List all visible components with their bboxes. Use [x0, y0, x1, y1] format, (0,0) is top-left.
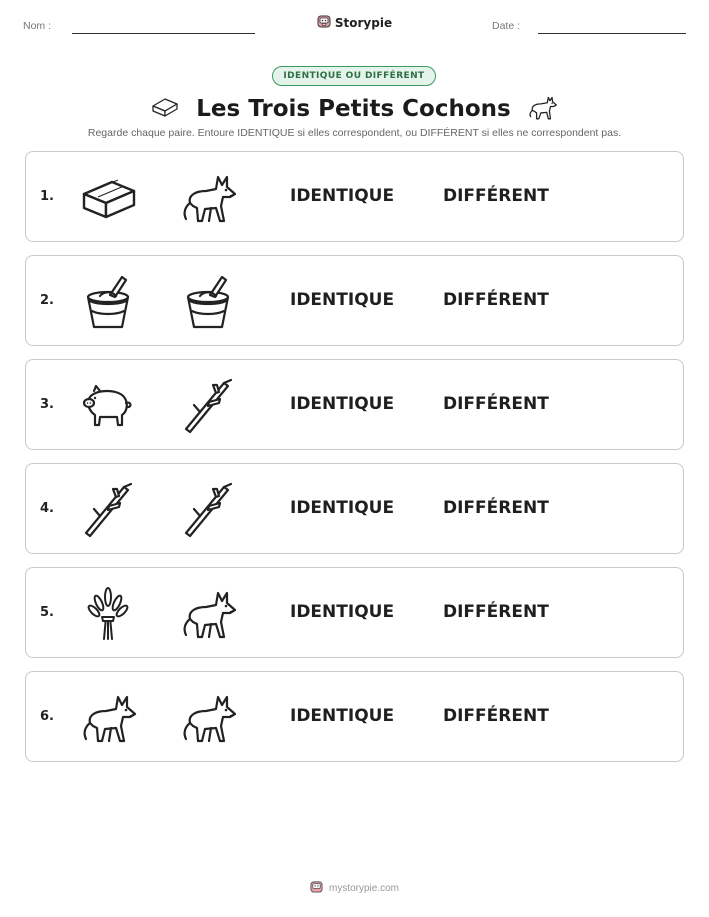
pair-row	[25, 359, 684, 450]
title-row	[0, 90, 709, 127]
row-number: 5.	[40, 605, 54, 620]
row-number: 2.	[40, 293, 54, 308]
brand-name: Storypie	[334, 15, 393, 30]
straw-icon	[78, 583, 138, 643]
identique-option[interactable]: IDENTIQUE	[290, 706, 395, 726]
pig-icon	[78, 375, 138, 435]
different-option[interactable]: DIFFÉRENT	[443, 602, 549, 622]
different-option[interactable]: DIFFÉRENT	[443, 498, 549, 518]
different-option[interactable]: DIFFÉRENT	[443, 186, 549, 206]
footer-url: mystorypie.com	[328, 882, 399, 894]
stick-icon	[178, 479, 238, 539]
identique-option[interactable]: IDENTIQUE	[290, 394, 395, 414]
identique-option[interactable]: IDENTIQUE	[290, 186, 395, 206]
different-option[interactable]: DIFFÉRENT	[443, 706, 549, 726]
wolf-icon	[78, 687, 138, 747]
page-title: Les Trois Petits Cochons	[196, 95, 511, 122]
brand	[0, 14, 709, 31]
identique-option[interactable]: IDENTIQUE	[290, 498, 395, 518]
wolf-icon	[178, 167, 238, 227]
pair-row	[25, 255, 684, 346]
brick-icon	[150, 95, 180, 122]
pair-row	[25, 151, 684, 242]
identique-option[interactable]: IDENTIQUE	[290, 290, 395, 310]
identique-option[interactable]: IDENTIQUE	[290, 602, 395, 622]
footer	[0, 880, 709, 896]
row-number: 3.	[40, 397, 54, 412]
pair-row	[25, 671, 684, 762]
pig-logo-icon	[317, 14, 331, 31]
wolf-icon	[527, 90, 559, 127]
name-line[interactable]	[72, 33, 255, 34]
stick-icon	[78, 479, 138, 539]
row-number: 4.	[40, 501, 54, 516]
different-option[interactable]: DIFFÉRENT	[443, 394, 549, 414]
date-line[interactable]	[538, 33, 686, 34]
name-label: Nom :	[23, 20, 52, 32]
worksheet-type-badge: IDENTIQUE OU DIFFÉRENT	[272, 66, 436, 86]
bucket-icon	[178, 271, 238, 331]
wolf-icon	[178, 583, 238, 643]
date-label: Date :	[492, 20, 521, 32]
wolf-icon	[178, 687, 238, 747]
row-number: 1.	[40, 189, 54, 204]
different-option[interactable]: DIFFÉRENT	[443, 290, 549, 310]
instructions: Regarde chaque paire. Entoure IDENTIQUE si elles correspondent, ou DIFFÉRENT si elles ne correspondent pas.	[87, 127, 622, 139]
stick-icon	[178, 375, 238, 435]
bucket-icon	[78, 271, 138, 331]
pig-logo-icon	[310, 880, 323, 896]
pair-row	[25, 567, 684, 658]
row-number: 6.	[40, 709, 54, 724]
brick-icon	[78, 167, 138, 227]
pair-row	[25, 463, 684, 554]
